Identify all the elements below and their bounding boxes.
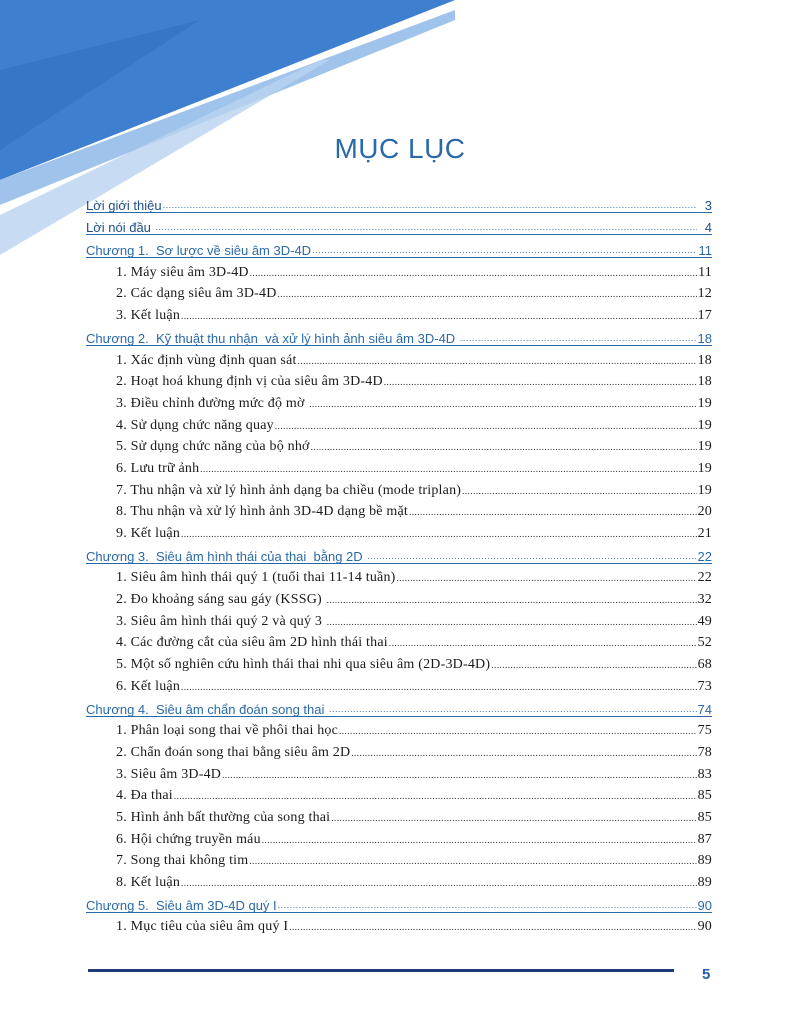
footer-rule — [88, 969, 674, 972]
toc-section-entry[interactable] — [86, 717, 712, 739]
toc-section-entry[interactable] — [86, 868, 712, 890]
toc-chapter-entry[interactable] — [86, 890, 712, 913]
toc-entry-page: 19 — [697, 460, 712, 476]
toc-chapter-entry[interactable] — [86, 694, 712, 717]
toc-entry-page: 49 — [697, 613, 712, 629]
toc-section-entry[interactable] — [86, 301, 712, 323]
toc-entry-page: 3 — [704, 197, 712, 213]
toc-section-entry[interactable] — [86, 498, 712, 520]
toc-entry-page: 90 — [697, 897, 712, 913]
toc-entry-page: 73 — [697, 678, 712, 694]
dot-leader — [327, 596, 697, 605]
dot-leader — [275, 422, 697, 431]
toc-entry-label: 2. Các dạng siêu âm 3D-4D — [116, 286, 277, 302]
toc-entry-page: 85 — [697, 788, 712, 804]
toc-entry-page: 52 — [697, 635, 712, 651]
toc-section-entry[interactable] — [86, 564, 712, 586]
toc-entry-page: 11 — [698, 264, 712, 280]
dot-leader — [262, 836, 697, 845]
toc-section-entry[interactable] — [86, 280, 712, 302]
dot-leader — [409, 508, 697, 517]
toc-entry-label: 1. Máy siêu âm 3D-4D — [116, 264, 249, 280]
toc-entry-page: 12 — [697, 286, 712, 302]
toc-entry-label: Chương 1. Sơ lược về siêu âm 3D-4D — [86, 243, 312, 259]
dot-leader — [397, 574, 697, 583]
toc-entry-page: 22 — [697, 548, 712, 564]
toc-chapter-entry[interactable] — [86, 541, 712, 564]
toc-entry-page: 18 — [697, 330, 712, 346]
dot-leader — [181, 879, 697, 888]
toc-entry-label: 6. Hội chứng truyền máu — [116, 831, 261, 847]
toc-entry-label: Chương 2. Kỹ thuật thu nhận và xử lý hình ảnh siêu âm 3D-4D — [86, 330, 459, 346]
dot-leader — [289, 923, 696, 932]
toc-entry-page: 68 — [697, 657, 712, 673]
toc-section-entry[interactable] — [86, 760, 712, 782]
dot-leader — [181, 312, 697, 321]
dot-leader — [174, 792, 697, 801]
toc-entry-label: 2. Chẩn đoán song thai bằng siêu âm 2D — [116, 744, 351, 760]
toc-entry-page: 18 — [697, 352, 712, 368]
toc-entry-page: 78 — [697, 744, 712, 760]
dot-leader — [298, 357, 697, 366]
toc-entry-label: 9. Kết luận — [116, 526, 181, 541]
toc-entry-page: 21 — [697, 526, 712, 541]
toc-entry-page: 90 — [697, 919, 712, 935]
toc-entry-page: 19 — [697, 417, 712, 433]
toc-section-entry[interactable] — [86, 411, 712, 433]
dot-leader — [278, 901, 697, 910]
toc-entry-page: 83 — [697, 766, 712, 782]
toc-entry-label: 8. Kết luận — [116, 875, 181, 890]
toc-chapter-entry[interactable] — [86, 323, 712, 346]
toc-entry-label: 5. Sử dụng chức năng của bộ nhớ — [116, 439, 310, 455]
toc-entry-page: 4 — [704, 220, 712, 236]
toc-entry-page: 17 — [697, 308, 712, 324]
dot-leader — [181, 530, 697, 539]
dot-leader — [389, 639, 697, 648]
dot-leader — [309, 400, 696, 409]
toc-entry-label: 3. Điều chỉnh đường mức độ mờ — [116, 395, 309, 411]
toc-entry-label: 3. Siêu âm 3D-4D — [116, 766, 222, 782]
dot-leader — [491, 661, 696, 670]
toc-entry-page: 19 — [697, 395, 712, 411]
dot-leader — [249, 857, 696, 866]
toc-section-entry[interactable] — [86, 519, 712, 541]
toc-entry-label: 1. Siêu âm hình thái quý 1 (tuổi thai 11-14 tuần) — [116, 570, 396, 586]
toc-entry-page: 18 — [697, 374, 712, 390]
toc-entry-page: 19 — [697, 482, 712, 498]
toc-entry-page: 89 — [697, 853, 712, 869]
dot-leader — [278, 290, 697, 299]
table-of-contents — [86, 190, 712, 934]
toc-entry-page: 20 — [697, 504, 712, 520]
page-title: MỤC LỤC — [334, 133, 466, 164]
toc-section-entry[interactable] — [86, 607, 712, 629]
toc-section-entry[interactable] — [86, 847, 712, 869]
toc-entry-label: 1. Mục tiêu của siêu âm quý I — [116, 919, 289, 935]
dot-leader — [327, 618, 697, 627]
toc-section-entry[interactable] — [86, 803, 712, 825]
dot-leader — [462, 487, 696, 496]
toc-entry-label: 7. Thu nhận và xử lý hình ảnh dạng ba chiều (mode triplan) — [116, 482, 462, 498]
page-number: 5 — [702, 966, 711, 983]
toc-section-entry[interactable] — [86, 913, 712, 935]
toc-entry-label: Chương 4. Siêu âm chẩn đoán song thai — [86, 701, 328, 717]
toc-section-entry[interactable] — [86, 368, 712, 390]
toc-section-entry[interactable] — [86, 433, 712, 455]
toc-section-entry[interactable] — [86, 738, 712, 760]
toc-chapter-entry[interactable] — [86, 235, 712, 258]
toc-entry-label: 5. Hình ảnh bất thường của song thai — [116, 809, 331, 825]
toc-entry-page: 89 — [697, 875, 712, 890]
dot-leader — [163, 201, 697, 210]
dot-leader — [250, 269, 697, 278]
toc-entry-label: 4. Đa thai — [116, 788, 173, 804]
toc-section-entry[interactable] — [86, 825, 712, 847]
dot-leader — [222, 771, 697, 780]
dot-leader — [312, 246, 697, 255]
toc-entry-page: 74 — [697, 701, 712, 717]
toc-section-entry[interactable] — [86, 629, 712, 651]
toc-entry-label: 2. Đo khoảng sáng sau gáy (KSSG) — [116, 592, 326, 608]
toc-section-entry[interactable] — [86, 454, 712, 476]
toc-entry-page: 87 — [697, 831, 712, 847]
dot-leader — [200, 465, 696, 474]
toc-entry-page: 32 — [697, 592, 712, 608]
toc-entry-label: Lời giới thiệu — [86, 197, 162, 213]
toc-entry-page: 22 — [697, 570, 712, 586]
dot-leader — [329, 705, 697, 714]
toc-entry-label: 1. Phân loại song thai về phôi thai học — [116, 723, 339, 739]
toc-chapter-entry[interactable] — [86, 190, 712, 213]
toc-entry-page: 85 — [697, 809, 712, 825]
toc-entry-label: 8. Thu nhận và xử lý hình ảnh 3D-4D dạng bề mặt — [116, 504, 409, 520]
dot-leader — [181, 683, 697, 692]
toc-entry-label: 4. Sử dụng chức năng quay — [116, 417, 274, 433]
dot-leader — [351, 749, 696, 758]
toc-section-entry[interactable] — [86, 585, 712, 607]
toc-section-entry[interactable] — [86, 258, 712, 280]
toc-entry-label: 3. Siêu âm hình thái quý 2 và quý 3 — [116, 613, 326, 629]
dot-leader — [339, 727, 697, 736]
dot-leader — [311, 443, 697, 452]
toc-entry-label: 6. Kết luận — [116, 678, 181, 694]
toc-section-entry[interactable] — [86, 389, 712, 411]
toc-entry-label: 3. Kết luận — [116, 308, 181, 324]
toc-entry-label: 5. Một số nghiên cứu hình thái thai nhi qua siêu âm (2D-3D-4D) — [116, 657, 491, 673]
toc-entry-label: 4. Các đường cắt của siêu âm 2D hình thái thai — [116, 635, 388, 651]
dot-leader — [460, 334, 697, 343]
toc-entry-label: 7. Song thai không tim — [116, 853, 249, 869]
toc-section-entry[interactable] — [86, 672, 712, 694]
dot-leader — [367, 552, 696, 561]
toc-entry-page: 11 — [698, 243, 712, 259]
toc-entry-label: 2. Hoạt hoá khung định vị của siêu âm 3D-4D — [116, 374, 383, 390]
toc-section-entry[interactable] — [86, 650, 712, 672]
toc-entry-label: Lời nói đầu — [86, 220, 155, 236]
dot-leader — [156, 223, 697, 232]
toc-entry-page: 19 — [697, 439, 712, 455]
toc-entry-label: Chương 3. Siêu âm hình thái của thai bằng 2D — [86, 548, 367, 564]
toc-section-entry[interactable] — [86, 782, 712, 804]
dot-leader — [384, 378, 697, 387]
toc-entry-label: 1. Xác định vùng định quan sát — [116, 352, 297, 368]
toc-section-entry[interactable] — [86, 346, 712, 368]
toc-chapter-entry[interactable] — [86, 213, 712, 236]
toc-entry-label: 6. Lưu trữ ảnh — [116, 460, 200, 476]
dot-leader — [331, 814, 696, 823]
toc-entry-label: Chương 5. Siêu âm 3D-4D quý I — [86, 897, 277, 913]
toc-section-entry[interactable] — [86, 476, 712, 498]
toc-entry-page: 75 — [697, 723, 712, 739]
